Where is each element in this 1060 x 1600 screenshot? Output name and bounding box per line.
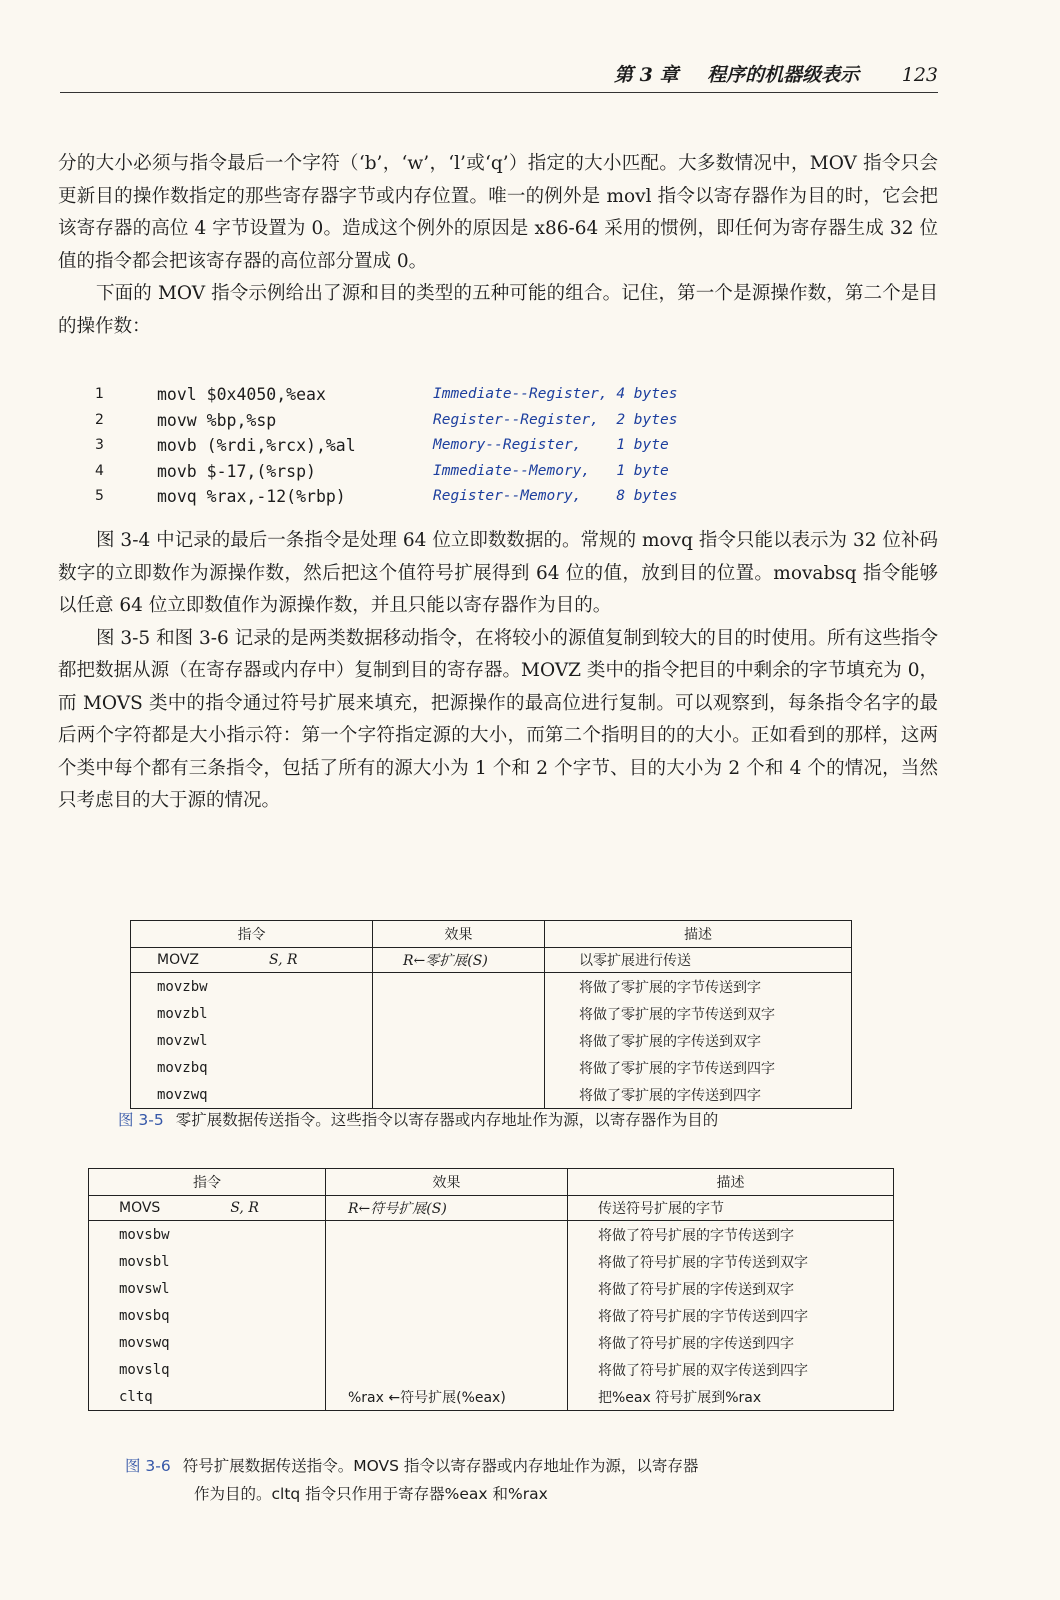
line-number: 5 [95,488,104,504]
instr-cell: movslq [89,1356,326,1383]
figure-caption [118,1106,918,1134]
column-header: 指令 [131,921,373,948]
code-line [95,408,735,434]
instr-cell: movswq [89,1329,326,1356]
code-line [95,484,735,510]
column-header: 效果 [373,921,545,948]
code-comment: Immediate--Register, 4 bytes [433,386,678,402]
figure-caption [125,1452,905,1508]
effect-cell [373,1000,545,1027]
line-number: 3 [95,437,104,453]
line-number: 1 [95,386,104,402]
table-row [131,1054,852,1081]
instr-cell: movzwl [131,1027,373,1054]
class-desc: 传送符号扩展的字节 [568,1196,894,1221]
paragraph: 下面的 MOV 指令示例给出了源和目的类型的五种可能的组合。记住，第一个是源操作数，第二个是目的操作数： [58,283,938,337]
table-row [89,1248,894,1275]
desc-cell: 将做了零扩展的字节传送到四字 [545,1054,852,1081]
paragraph: 图 3-5 和图 3-6 记录的是两类数据移动指令，在将较小的源值复制到较大的目的时使用。所有这些指令都把数据从源（在寄存器或内存中）复制到目的寄存器。MOVZ 类中的指令把目的中剩余的字节填充为 0，而 MOVS 类中的指令通过符号扩展来填充，把源操作的最高位进行复制。可以观察到，每条指令名字的最后两个字符都是大小指示符：第一个字符指定源的大小，而第二个指明目的的大小。正如看到的那样，这两个类中每个都有三条指令，包括了所有的源大小为 1 个和 2 个字节、目的大小为 2 个和 4 个的情况，当然只考虑目的大于源的情况。 [58,627,938,811]
line-number: 4 [95,462,104,479]
instr-cell: movsbl [89,1248,326,1275]
desc-cell: 将做了零扩展的字传送到双字 [545,1027,852,1054]
code-line [95,382,735,408]
class-desc: 以零扩展进行传送 [545,948,852,973]
code-instruction: movb $-17,(%rsp) [157,461,316,481]
table-row [131,1081,852,1109]
desc-cell: 将做了符号扩展的字传送到双字 [568,1275,894,1302]
desc-cell: 将做了符号扩展的字节传送到四字 [568,1302,894,1329]
code-instruction: movq %rax,-12(%rbp) [157,487,346,506]
code-instruction: movw %bp,%sp [157,410,277,430]
desc-cell: 将做了零扩展的字传送到四字 [545,1081,852,1109]
class-effect: R←零扩展(S) [373,948,545,973]
caption-text-line2: 作为目的。cltq 指令只作用于寄存器%eax 和%rax [194,1485,548,1503]
code-comment: Register--Memory, 8 bytes [433,488,678,504]
desc-cell: 将做了符号扩展的双字传送到四字 [568,1356,894,1383]
table-row [131,973,852,1001]
instr-cell: movzbq [131,1054,373,1081]
desc-cell: 将做了零扩展的字节传送到字 [545,973,852,1001]
instr-cell: movzwq [131,1081,373,1109]
instr-cell: movsbw [89,1221,326,1249]
movs-table [88,1168,894,1411]
code-line [95,433,735,459]
class-effect: R←符号扩展(S) [326,1196,568,1221]
chapter-title: 程序的机器级表示 [707,64,860,86]
table-row [131,1027,852,1054]
effect-cell [326,1329,568,1356]
instr-cell: movzbw [131,973,373,1001]
effect-cell [326,1221,568,1249]
desc-cell: 将做了符号扩展的字节传送到双字 [568,1248,894,1275]
intro-text [58,148,938,343]
class-operands: S, R [269,952,298,968]
table-row [89,1221,894,1249]
effect-cell [373,1027,545,1054]
desc-cell: 将做了符号扩展的字节传送到字 [568,1221,894,1249]
code-comment: Memory--Register, 1 byte [433,437,669,453]
page-header [60,58,938,93]
code-instruction: movb (%rdi,%rcx),%al [157,436,356,455]
class-row [131,948,852,973]
caption-text: 符号扩展数据传送指令。MOVS 指令以寄存器或内存地址作为源，以寄存器 [182,1457,699,1475]
desc-cell: 将做了零扩展的字节传送到双字 [545,1000,852,1027]
instr-cell: movzbl [131,1000,373,1027]
effect-cell [326,1275,568,1302]
effect-cell: %rax ←符号扩展(%eax) [326,1383,568,1411]
instr-cell: movsbq [89,1302,326,1329]
column-header: 指令 [89,1169,326,1196]
desc-cell: 将做了符号扩展的字传送到四字 [568,1329,894,1356]
figure-label: 图 3-6 [125,1457,171,1475]
column-header: 效果 [326,1169,568,1196]
instr-cell: movswl [89,1275,326,1302]
table-row [89,1356,894,1383]
class-name: MOVS [119,1200,161,1216]
figure-label: 图 3-5 [118,1111,164,1129]
effect-cell [326,1302,568,1329]
paragraph: 图 3-4 中记录的最后一条指令是处理 64 位立即数数据的。常规的 movq 指令只能以表示为 32 位补码数字的立即数作为源操作数，然后把这个值符号扩展得到 64 位的值，放到目的位置。movabsq 指令能够以任意 64 位立即数值作为源操作数，并且只能以寄存器作为目的。 [58,530,938,616]
effect-cell [326,1248,568,1275]
class-row [89,1196,894,1221]
column-header: 描述 [568,1169,894,1196]
body-text [58,525,938,818]
desc-cell: 把%eax 符号扩展到%rax [568,1383,894,1411]
instr-cell: cltq [89,1383,326,1411]
table-row [89,1329,894,1356]
code-line [95,459,735,485]
effect-cell [373,1054,545,1081]
code-instruction: movl $0x4050,%eax [157,385,326,404]
table-row [131,1000,852,1027]
code-example [95,382,735,510]
effect-cell [373,1081,545,1109]
line-number: 2 [95,411,104,428]
class-name: MOVZ [157,952,200,968]
table-row [89,1383,894,1411]
caption-text: 零扩展数据传送指令。这些指令以寄存器或内存地址作为源，以寄存器作为目的 [175,1111,719,1129]
class-operands: S, R [230,1200,259,1216]
effect-cell [373,973,545,1001]
column-header: 描述 [545,921,852,948]
table-row [89,1275,894,1302]
paragraph: 分的大小必须与指令最后一个字符（‘b’，‘w’，‘l’或‘q’）指定的大小匹配。大多数情况中，MOV 指令只会更新目的操作数指定的那些寄存器字节或内存位置。唯一的例外是 movl 指令以寄存器作为目的时，它会把该寄存器的高位 4 字节设置为 0。造成这个例外的原因是 x86-64 采用的惯例，即任何为寄存器生成 32 位值的指令都会把该寄存器的高位部分置成 0。 [58,153,938,272]
effect-cell [326,1356,568,1383]
page-number: 123 [901,64,938,86]
chapter-number: 第 3 章 [614,64,679,86]
code-comment: Register--Register, 2 bytes [433,411,678,428]
code-comment: Immediate--Memory, 1 byte [433,462,669,479]
movz-table [130,920,852,1109]
table-row [89,1302,894,1329]
